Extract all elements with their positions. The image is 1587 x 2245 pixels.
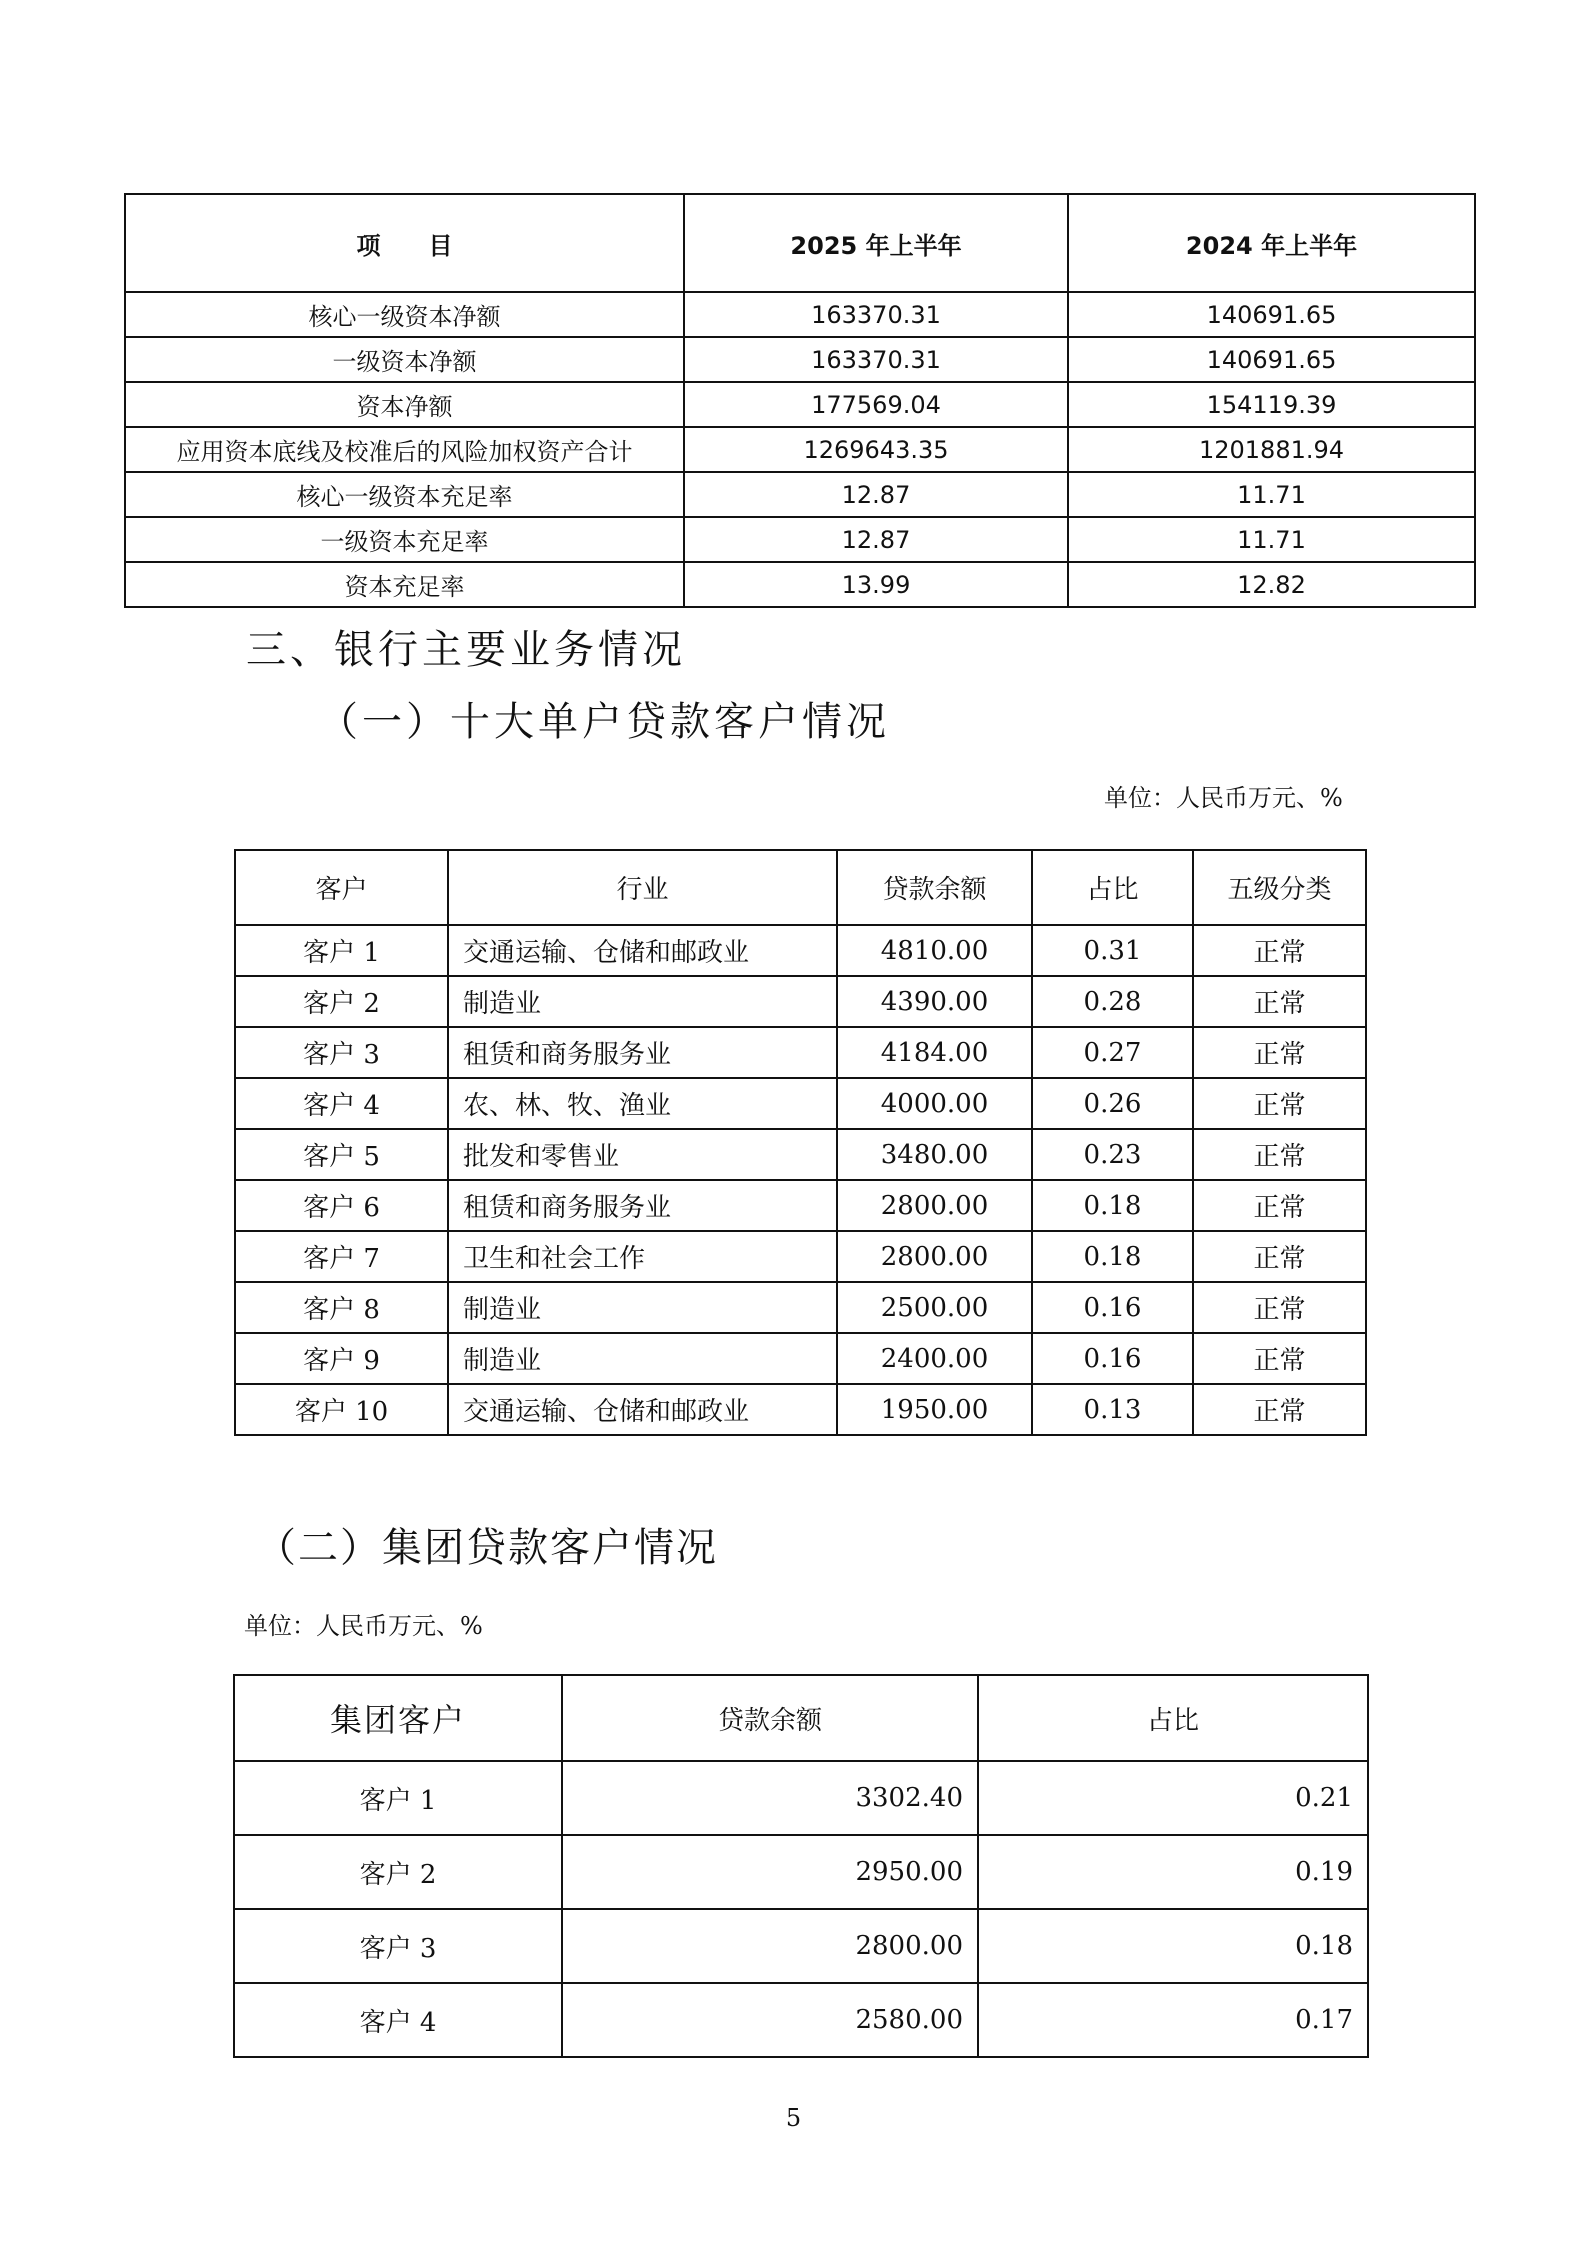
table-row [125, 427, 1475, 472]
column-header: 项 目 [125, 194, 684, 292]
page-number: 5 [785, 2104, 802, 2132]
table-row [235, 1180, 1366, 1231]
table-cell: 0.17 [978, 1983, 1368, 2057]
table-cell: 0.18 [978, 1909, 1368, 1983]
table-row [235, 1282, 1366, 1333]
table-row [125, 472, 1475, 517]
table-cell: 客户 4 [235, 1078, 448, 1129]
table-cell: 177569.04 [684, 382, 1068, 427]
table-cell: 1950.00 [837, 1384, 1032, 1435]
table-cell: 批发和零售业 [448, 1129, 837, 1180]
table-row [235, 1027, 1366, 1078]
table-cell: 客户 1 [235, 925, 448, 976]
table-row [235, 1333, 1366, 1384]
table-cell: 农、林、牧、渔业 [448, 1078, 837, 1129]
table-cell: 客户 4 [234, 1983, 562, 2057]
unit-note: 单位：人民币万元、% [1104, 784, 1343, 812]
table-cell: 0.23 [1032, 1129, 1193, 1180]
table-cell: 2800.00 [837, 1180, 1032, 1231]
table-cell: 163370.31 [684, 292, 1068, 337]
column-header: 贷款余额 [562, 1675, 978, 1761]
table-cell: 应用资本底线及校准后的风险加权资产合计 [125, 427, 684, 472]
table-cell: 制造业 [448, 1333, 837, 1384]
table-cell: 客户 3 [234, 1909, 562, 1983]
table-cell: 客户 3 [235, 1027, 448, 1078]
table-cell: 0.27 [1032, 1027, 1193, 1078]
table-cell: 0.18 [1032, 1231, 1193, 1282]
table-cell: 0.18 [1032, 1180, 1193, 1231]
table-cell: 正常 [1193, 1180, 1366, 1231]
unit-note: 单位：人民币万元、% [244, 1612, 483, 1640]
table-cell: 交通运输、仓储和邮政业 [448, 1384, 837, 1435]
table-row [235, 1384, 1366, 1435]
group-loan-customers-table [233, 1674, 1369, 2058]
table-row [235, 1231, 1366, 1282]
column-header: 行业 [448, 850, 837, 925]
table-row [125, 292, 1475, 337]
table-cell: 客户 5 [235, 1129, 448, 1180]
top-ten-loan-customers-table [234, 849, 1367, 1436]
table-cell: 正常 [1193, 1231, 1366, 1282]
table-cell: 2800.00 [562, 1909, 978, 1983]
table-cell: 制造业 [448, 1282, 837, 1333]
table-row [235, 925, 1366, 976]
table-cell: 正常 [1193, 1282, 1366, 1333]
table-cell: 0.28 [1032, 976, 1193, 1027]
table-cell: 12.87 [684, 472, 1068, 517]
table-cell: 154119.39 [1068, 382, 1475, 427]
table-cell: 11.71 [1068, 472, 1475, 517]
table-row [234, 1909, 1368, 1983]
table-row [235, 1129, 1366, 1180]
column-header: 占比 [1032, 850, 1193, 925]
table-row [125, 517, 1475, 562]
table-cell: 2580.00 [562, 1983, 978, 2057]
table-cell: 客户 2 [235, 976, 448, 1027]
table-cell: 2400.00 [837, 1333, 1032, 1384]
column-header: 2025 年上半年 [684, 194, 1068, 292]
table-cell: 客户 7 [235, 1231, 448, 1282]
table-cell: 163370.31 [684, 337, 1068, 382]
table-cell: 正常 [1193, 1027, 1366, 1078]
top-ten-loan-customers-title: （一）十大单户贷款客户情况 [318, 699, 890, 745]
table-cell: 140691.65 [1068, 337, 1475, 382]
group-loan-customers-title: （二）集团贷款客户情况 [256, 1525, 718, 1571]
table-header-row [235, 850, 1366, 925]
table-cell: 4390.00 [837, 976, 1032, 1027]
table-cell: 租赁和商务服务业 [448, 1180, 837, 1231]
table-cell: 0.31 [1032, 925, 1193, 976]
table-cell: 客户 2 [234, 1835, 562, 1909]
table-row [235, 1078, 1366, 1129]
table-cell: 0.26 [1032, 1078, 1193, 1129]
table-cell: 正常 [1193, 1129, 1366, 1180]
table-cell: 核心一级资本充足率 [125, 472, 684, 517]
table-row [125, 337, 1475, 382]
table-cell: 140691.65 [1068, 292, 1475, 337]
table-cell: 12.82 [1068, 562, 1475, 607]
table-cell: 卫生和社会工作 [448, 1231, 837, 1282]
table-cell: 一级资本净额 [125, 337, 684, 382]
table-header-row [234, 1675, 1368, 1761]
table-row [234, 1835, 1368, 1909]
table-cell: 1269643.35 [684, 427, 1068, 472]
table-cell: 客户 8 [235, 1282, 448, 1333]
table-cell: 客户 10 [235, 1384, 448, 1435]
table-cell: 0.21 [978, 1761, 1368, 1835]
table-cell: 4810.00 [837, 925, 1032, 976]
table-cell: 正常 [1193, 1333, 1366, 1384]
table-cell: 正常 [1193, 1384, 1366, 1435]
table-cell: 正常 [1193, 1078, 1366, 1129]
table-row [234, 1761, 1368, 1835]
table-row [235, 976, 1366, 1027]
table-row [125, 562, 1475, 607]
table-cell: 0.16 [1032, 1333, 1193, 1384]
table-cell: 核心一级资本净额 [125, 292, 684, 337]
table-cell: 0.13 [1032, 1384, 1193, 1435]
table-cell: 2800.00 [837, 1231, 1032, 1282]
table-cell: 客户 1 [234, 1761, 562, 1835]
column-header: 客户 [235, 850, 448, 925]
table-cell: 3480.00 [837, 1129, 1032, 1180]
table-cell: 3302.40 [562, 1761, 978, 1835]
column-header: 集团客户 [234, 1675, 562, 1761]
column-header: 2024 年上半年 [1068, 194, 1475, 292]
table-cell: 租赁和商务服务业 [448, 1027, 837, 1078]
section-title: 三、银行主要业务情况 [246, 627, 686, 673]
capital-adequacy-table [124, 193, 1476, 608]
table-cell: 1201881.94 [1068, 427, 1475, 472]
table-cell: 4000.00 [837, 1078, 1032, 1129]
table-cell: 11.71 [1068, 517, 1475, 562]
table-cell: 客户 6 [235, 1180, 448, 1231]
table-cell: 12.87 [684, 517, 1068, 562]
table-cell: 2950.00 [562, 1835, 978, 1909]
table-cell: 13.99 [684, 562, 1068, 607]
table-cell: 2500.00 [837, 1282, 1032, 1333]
table-cell: 制造业 [448, 976, 837, 1027]
table-cell: 0.16 [1032, 1282, 1193, 1333]
table-cell: 正常 [1193, 925, 1366, 976]
column-header: 占比 [978, 1675, 1368, 1761]
column-header: 五级分类 [1193, 850, 1366, 925]
table-row [125, 382, 1475, 427]
column-header: 贷款余额 [837, 850, 1032, 925]
table-row [234, 1983, 1368, 2057]
table-cell: 4184.00 [837, 1027, 1032, 1078]
table-cell: 一级资本充足率 [125, 517, 684, 562]
table-cell: 正常 [1193, 976, 1366, 1027]
table-cell: 交通运输、仓储和邮政业 [448, 925, 837, 976]
table-cell: 0.19 [978, 1835, 1368, 1909]
table-cell: 资本充足率 [125, 562, 684, 607]
table-header-row [125, 194, 1475, 292]
table-cell: 客户 9 [235, 1333, 448, 1384]
table-cell: 资本净额 [125, 382, 684, 427]
